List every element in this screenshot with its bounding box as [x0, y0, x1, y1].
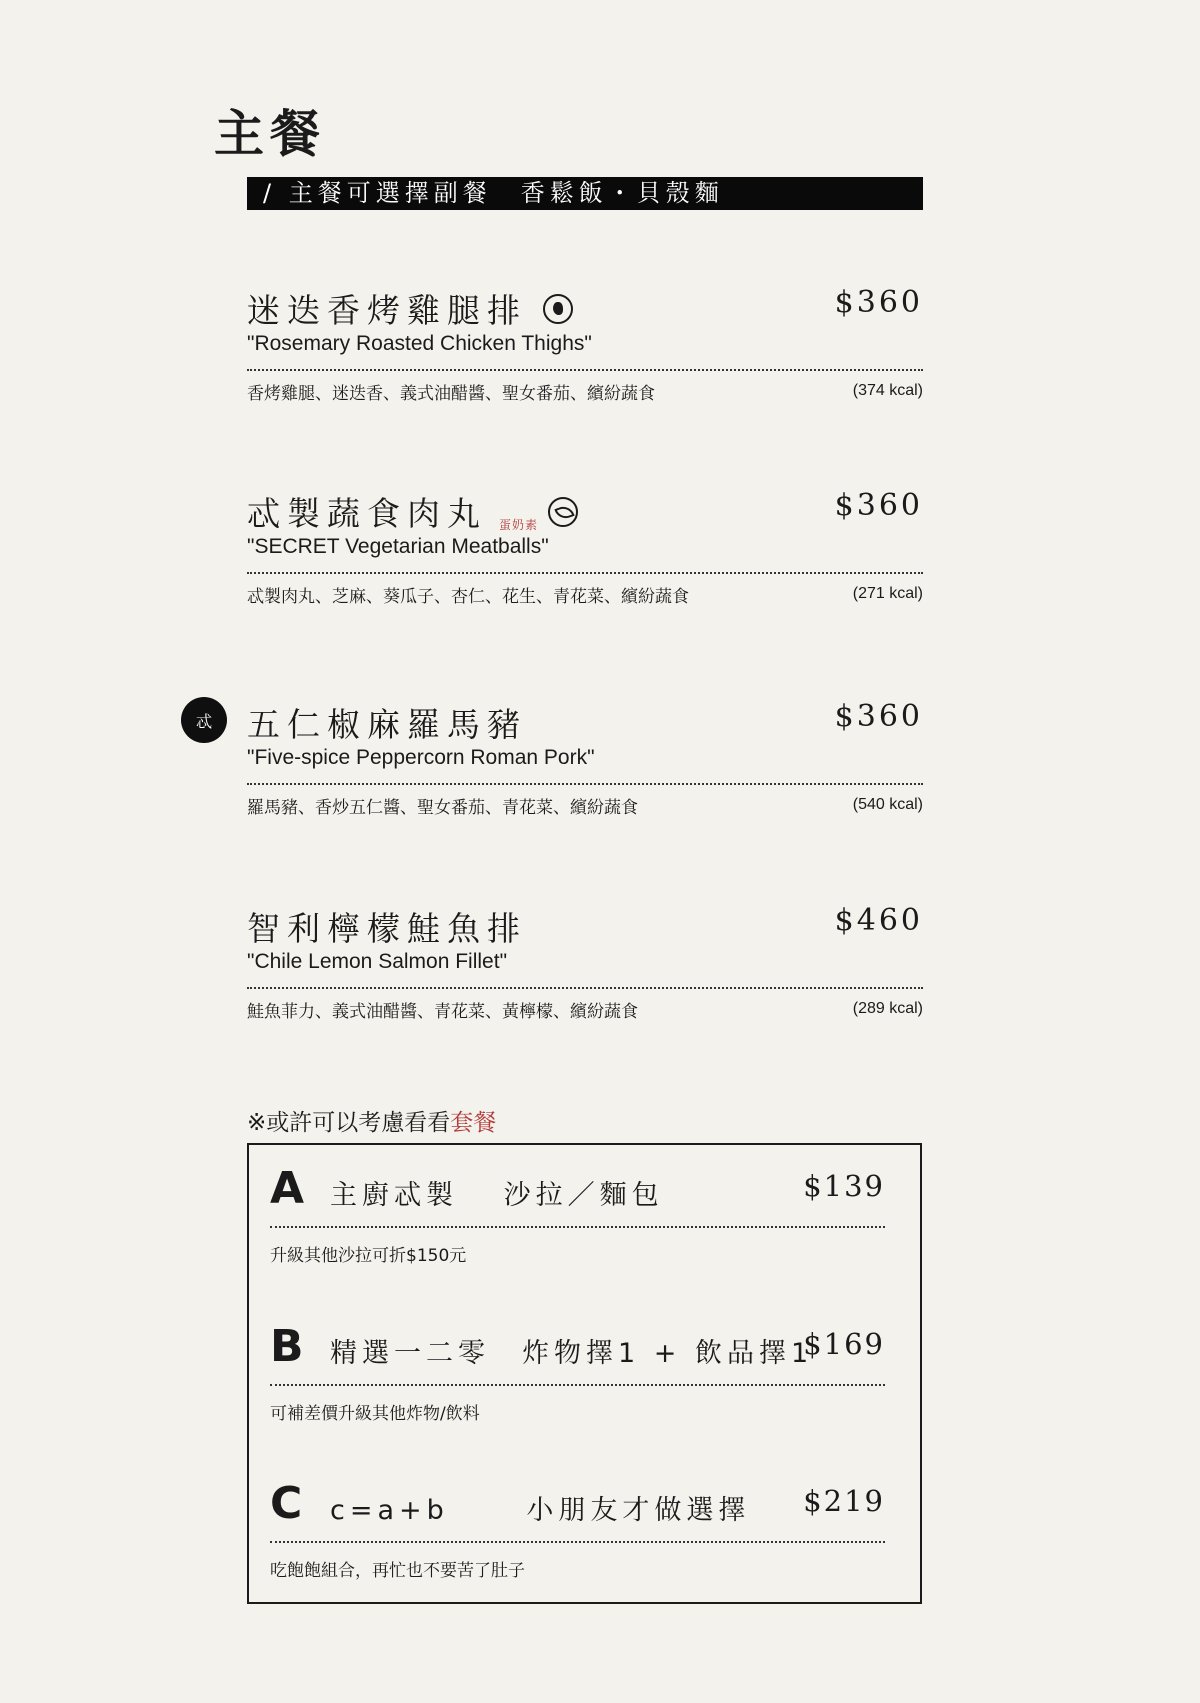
set-letter: C	[270, 1478, 303, 1529]
hint-accent: 套餐	[450, 1110, 497, 1136]
item-english-name: "Chile Lemon Salmon Fillet"	[247, 950, 508, 973]
set-meal-b	[270, 1321, 885, 1445]
dotted-divider	[247, 783, 923, 785]
item-name: 迷迭香烤雞腿排	[247, 291, 527, 330]
item-price: $360	[834, 699, 923, 734]
hint-text: ※或許可以考慮看看	[247, 1110, 451, 1136]
dotted-divider	[270, 1384, 885, 1386]
set-meal-c	[270, 1478, 885, 1602]
set-meal-box	[247, 1143, 922, 1604]
set-meal-hint	[247, 1104, 496, 1137]
set-price: $169	[803, 1327, 885, 1361]
item-calories: (271 kcal)	[852, 585, 923, 602]
set-title: 主廚忒製 沙拉／麵包	[330, 1180, 664, 1211]
set-price: $139	[803, 1169, 885, 1203]
item-name-row	[247, 903, 527, 950]
chicken-icon	[543, 294, 573, 324]
item-name: 智利檸檬鮭魚排	[247, 909, 527, 948]
dotted-divider	[247, 572, 923, 574]
set-letter: B	[270, 1321, 304, 1372]
set-title: 精選一二零 炸物擇1 + 飲品擇1	[330, 1338, 814, 1369]
set-price: $219	[803, 1484, 885, 1518]
item-name: 五仁椒麻羅馬豬	[247, 705, 527, 744]
item-description: 鮭魚菲力、義式油醋醬、青花菜、黃檸檬、繽紛蔬食	[247, 1002, 638, 1022]
vegetarian-tag: 蛋奶素	[499, 518, 539, 532]
item-description: 羅馬豬、香炒五仁醬、聖女番茄、青花菜、繽紛蔬食	[247, 798, 638, 818]
set-letter: A	[270, 1163, 305, 1214]
page-title: 主餐	[214, 105, 326, 163]
set-title: c=a+b 小朋友才做選擇	[330, 1495, 751, 1526]
leaf-icon	[548, 497, 578, 527]
house-special-badge: 忒	[181, 697, 227, 743]
set-meal-a	[270, 1163, 885, 1287]
item-name-row	[247, 488, 578, 535]
dotted-divider	[270, 1541, 885, 1543]
side-dish-banner: / 主餐可選擇副餐 香鬆飯・貝殼麵	[247, 177, 923, 210]
item-calories: (289 kcal)	[852, 1000, 923, 1017]
item-english-name: "SECRET Vegetarian Meatballs"	[247, 535, 549, 558]
item-name-row	[247, 285, 573, 332]
item-price: $360	[834, 285, 923, 320]
item-description: 香烤雞腿、迷迭香、義式油醋醬、聖女番茄、繽紛蔬食	[247, 384, 655, 404]
item-english-name: "Rosemary Roasted Chicken Thighs"	[247, 332, 592, 355]
menu-item	[247, 699, 923, 829]
item-name: 忒製蔬食肉丸	[247, 494, 487, 533]
dotted-divider	[247, 987, 923, 989]
item-description: 忒製肉丸、芝麻、葵瓜子、杏仁、花生、青花菜、繽紛蔬食	[247, 587, 689, 607]
item-name-row	[247, 699, 527, 746]
item-price: $360	[834, 488, 923, 523]
menu-item	[247, 488, 923, 618]
dotted-divider	[270, 1226, 885, 1228]
item-calories: (540 kcal)	[852, 796, 923, 813]
menu-item	[247, 285, 923, 415]
set-description: 升級其他沙拉可折$150元	[270, 1246, 467, 1266]
set-description: 吃飽飽組合，再忙也不要苦了肚子	[270, 1561, 525, 1581]
item-english-name: "Five-spice Peppercorn Roman Pork"	[247, 746, 595, 769]
set-description: 可補差價升級其他炸物/飲料	[270, 1404, 480, 1424]
item-price: $460	[834, 903, 923, 938]
dotted-divider	[247, 369, 923, 371]
menu-item	[247, 903, 923, 1033]
item-calories: (374 kcal)	[852, 382, 923, 399]
